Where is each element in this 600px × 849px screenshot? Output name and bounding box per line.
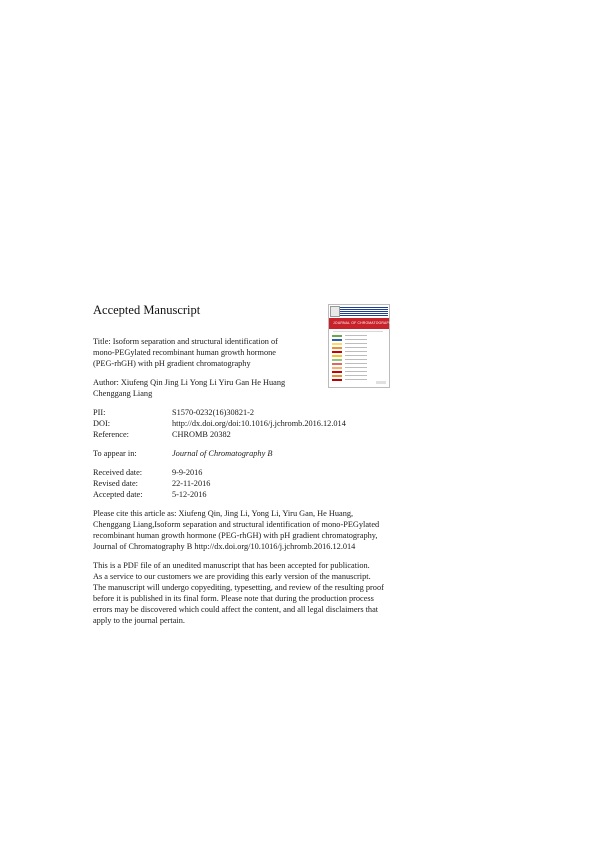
cover-text-line — [345, 363, 367, 364]
cover-text-line — [345, 367, 367, 368]
cover-stripe — [340, 313, 388, 314]
cover-color-swatch — [332, 343, 342, 345]
cover-color-swatch — [332, 367, 342, 369]
cover-color-swatch — [332, 359, 342, 361]
title-line-3: (PEG-rhGH) with pH gradient chromatography — [93, 359, 251, 368]
page-heading: Accepted Manuscript — [93, 303, 201, 317]
author-line-1: Author: Xiufeng Qin Jing Li Yong Li Yiru Gan He Huang — [93, 378, 286, 387]
accepted-label: Accepted date: — [93, 490, 143, 499]
revised-label: Revised date: — [93, 479, 138, 488]
notice-line-5: errors may be discovered which could affect the content, and all legal disclaimers that — [93, 605, 379, 614]
doi-link[interactable]: http://dx.doi.org/doi:10.1016/j.jchromb.2016.12.014 — [172, 419, 346, 428]
cover-color-swatch — [332, 355, 342, 357]
received-label: Received date: — [93, 468, 143, 477]
title-line-2: mono-PEGylated recombinant human growth hormone — [93, 348, 276, 357]
cover-color-swatch — [332, 363, 342, 365]
publisher-logo-icon — [330, 306, 340, 317]
notice-line-3: The manuscript will undergo copyediting, typesetting, and review of the resulting proof — [93, 583, 384, 592]
cover-color-swatch — [332, 379, 342, 381]
cover-text-line — [345, 375, 367, 376]
accepted-date: 5-12-2016 — [172, 490, 207, 499]
notice-line-4: before it is published in its final form. Please note that during the production process — [93, 594, 374, 603]
cover-color-swatch — [332, 375, 342, 377]
pii-label: PII: — [93, 408, 106, 417]
notice-line-2: As a service to our customers we are providing this early version of the manuscript. — [93, 572, 371, 581]
cover-text-line — [345, 379, 367, 380]
cover-stripe — [340, 311, 388, 312]
cover-text-line — [345, 351, 367, 352]
cover-corner-mark — [376, 381, 386, 384]
cover-stripe — [340, 307, 388, 308]
cover-text-line — [345, 355, 367, 356]
cover-text-line — [345, 371, 367, 372]
cover-text-line — [345, 339, 367, 340]
reference-label: Reference: — [93, 430, 129, 439]
doi-label: DOI: — [93, 419, 111, 428]
author-line-2: Chenggang Liang — [93, 389, 153, 398]
cover-color-swatch — [332, 371, 342, 373]
cover-text-line — [345, 343, 367, 344]
reference-value: CHROMB 20382 — [172, 430, 231, 439]
title-line-1: Title: Isoform separation and structural identification of — [93, 337, 278, 346]
cite-line-1: Please cite this article as: Xiufeng Qin, Jing Li, Yong Li, Yiru Gan, He Huang, — [93, 509, 354, 518]
received-date: 9-9-2016 — [172, 468, 203, 477]
cover-color-swatch — [332, 351, 342, 353]
appear-label: To appear in: — [93, 449, 137, 458]
cover-color-swatch — [332, 335, 342, 337]
cover-text-line — [345, 359, 367, 360]
cover-journal-title: JOURNAL OF CHROMATOGRAPHY B — [333, 321, 398, 325]
journal-cover-thumbnail — [328, 304, 398, 388]
notice-line-6: apply to the journal pertain. — [93, 616, 185, 625]
cover-stripe — [340, 315, 388, 316]
pii-value: S1570-0232(16)30821-2 — [172, 408, 255, 417]
cover-stripe — [340, 309, 388, 310]
cover-text-line — [345, 347, 367, 348]
cover-subtitle-line — [333, 331, 383, 332]
cite-line-2: Chenggang Liang,Isoform separation and structural identification of mono-PEGylated — [93, 520, 380, 529]
cover-color-swatch — [332, 347, 342, 349]
cover-color-swatch — [332, 339, 342, 341]
cite-line-3: recombinant human growth hormone (PEG-rhGH) with pH gradient chromatography, — [93, 531, 378, 540]
cite-line-4: Journal of Chromatography B http://dx.doi.org/10.1016/j.jchromb.2016.12.014 — [93, 542, 356, 551]
notice-line-1: This is a PDF file of an unedited manuscript that has been accepted for publication. — [93, 561, 370, 570]
appear-journal: Journal of Chromatography B — [172, 449, 273, 458]
revised-date: 22-11-2016 — [172, 479, 211, 488]
cover-text-line — [345, 335, 367, 336]
